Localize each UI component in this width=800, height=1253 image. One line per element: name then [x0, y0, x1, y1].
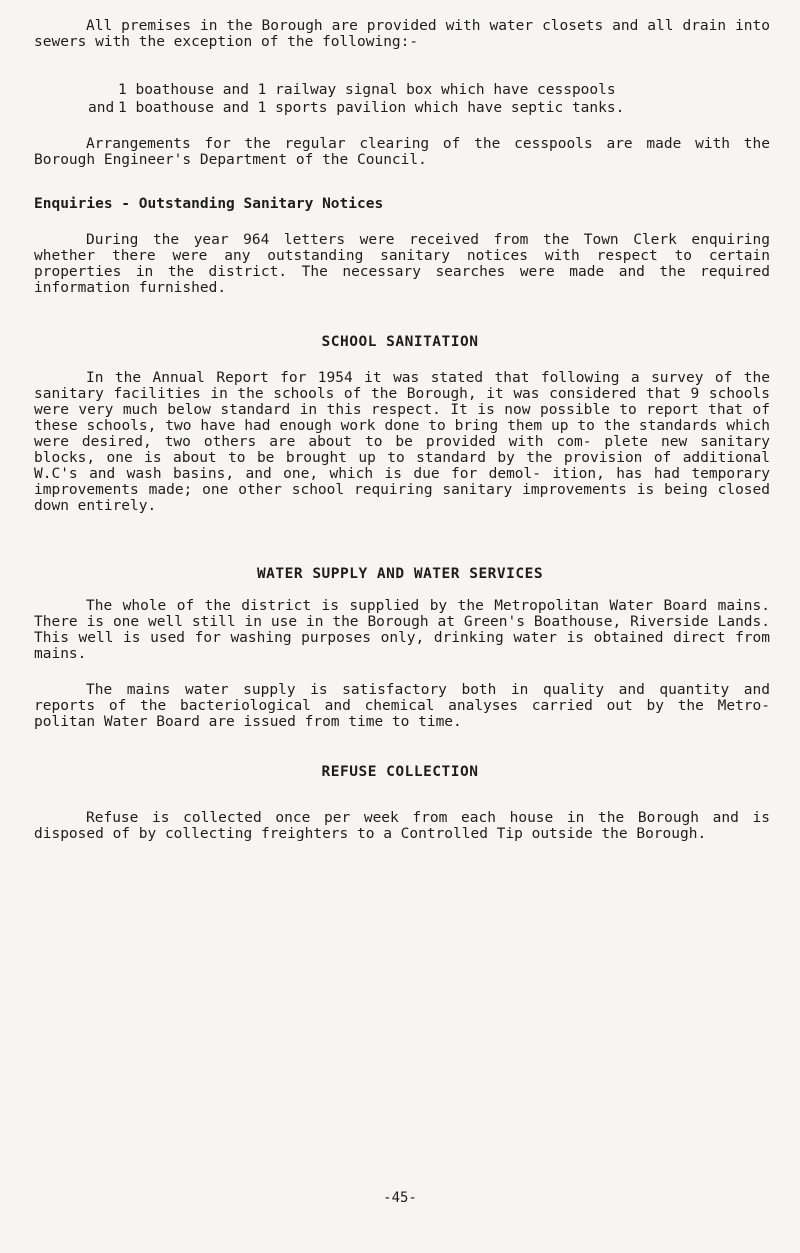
- intro-paragraph: All premises in the Borough are provided with water closets and all drain into sewers with the exception of the following:-: [34, 18, 770, 50]
- page-number: -45-: [383, 1190, 417, 1206]
- school-sanitation-heading: SCHOOL SANITATION: [321, 334, 479, 350]
- school-sanitation-paragraph: In the Annual Report for 1954 it was stated that following a survey of the sanitary facilities in the schools of the Borough, it was considered that 9 schools were very much below standard in this respect. It is now possible to report that of these schools, two have had enough work done to bring them up to the standards which were desired, two others are about to be provided with com- plete new sanitary blocks, one is about to be brought up to standard by the provision of additional W.C's and wash basins, and one, which is due for demol- ition, has had temporary improvements made; one other school requiring sanitary improvements is being closed down entirely.: [34, 370, 770, 514]
- arrangements-paragraph: Arrangements for the regular clearing of the cesspools are made with the Borough Engineer's Department of the Council.: [34, 136, 770, 168]
- refuse-collection-heading: REFUSE COLLECTION: [321, 764, 479, 780]
- water-supply-heading: WATER SUPPLY AND WATER SERVICES: [256, 566, 544, 582]
- water-supply-paragraph-2: The mains water supply is satisfactory both in quality and quantity and reports of the bacteriological and chemical analyses carried out by the Metro- politan Water Board are issued from time to time.: [34, 682, 770, 730]
- enquiries-paragraph: During the year 964 letters were received from the Town Clerk enquiring whether there were any outstanding sanitary notices with respect to certain properties in the district. The necessary searches were made and the required information furnished.: [34, 232, 770, 296]
- exception-line-2: 1 boathouse and 1 sports pavilion which have septic tanks.: [118, 100, 625, 116]
- enquiries-heading: Enquiries - Outstanding Sanitary Notices: [34, 196, 384, 212]
- refuse-collection-paragraph: Refuse is collected once per week from each house in the Borough and is disposed of by collecting freighters to a Controlled Tip outside the Borough.: [34, 810, 770, 842]
- exception-and: and: [88, 100, 115, 116]
- exception-line-1: 1 boathouse and 1 railway signal box which have cesspools: [118, 82, 616, 98]
- water-supply-paragraph-1: The whole of the district is supplied by the Metropolitan Water Board mains. There is one well still in use in the Borough at Green's Boathouse, Riverside Lands. This well is used for washing purposes only, drinking water is obtained direct from mains.: [34, 598, 770, 662]
